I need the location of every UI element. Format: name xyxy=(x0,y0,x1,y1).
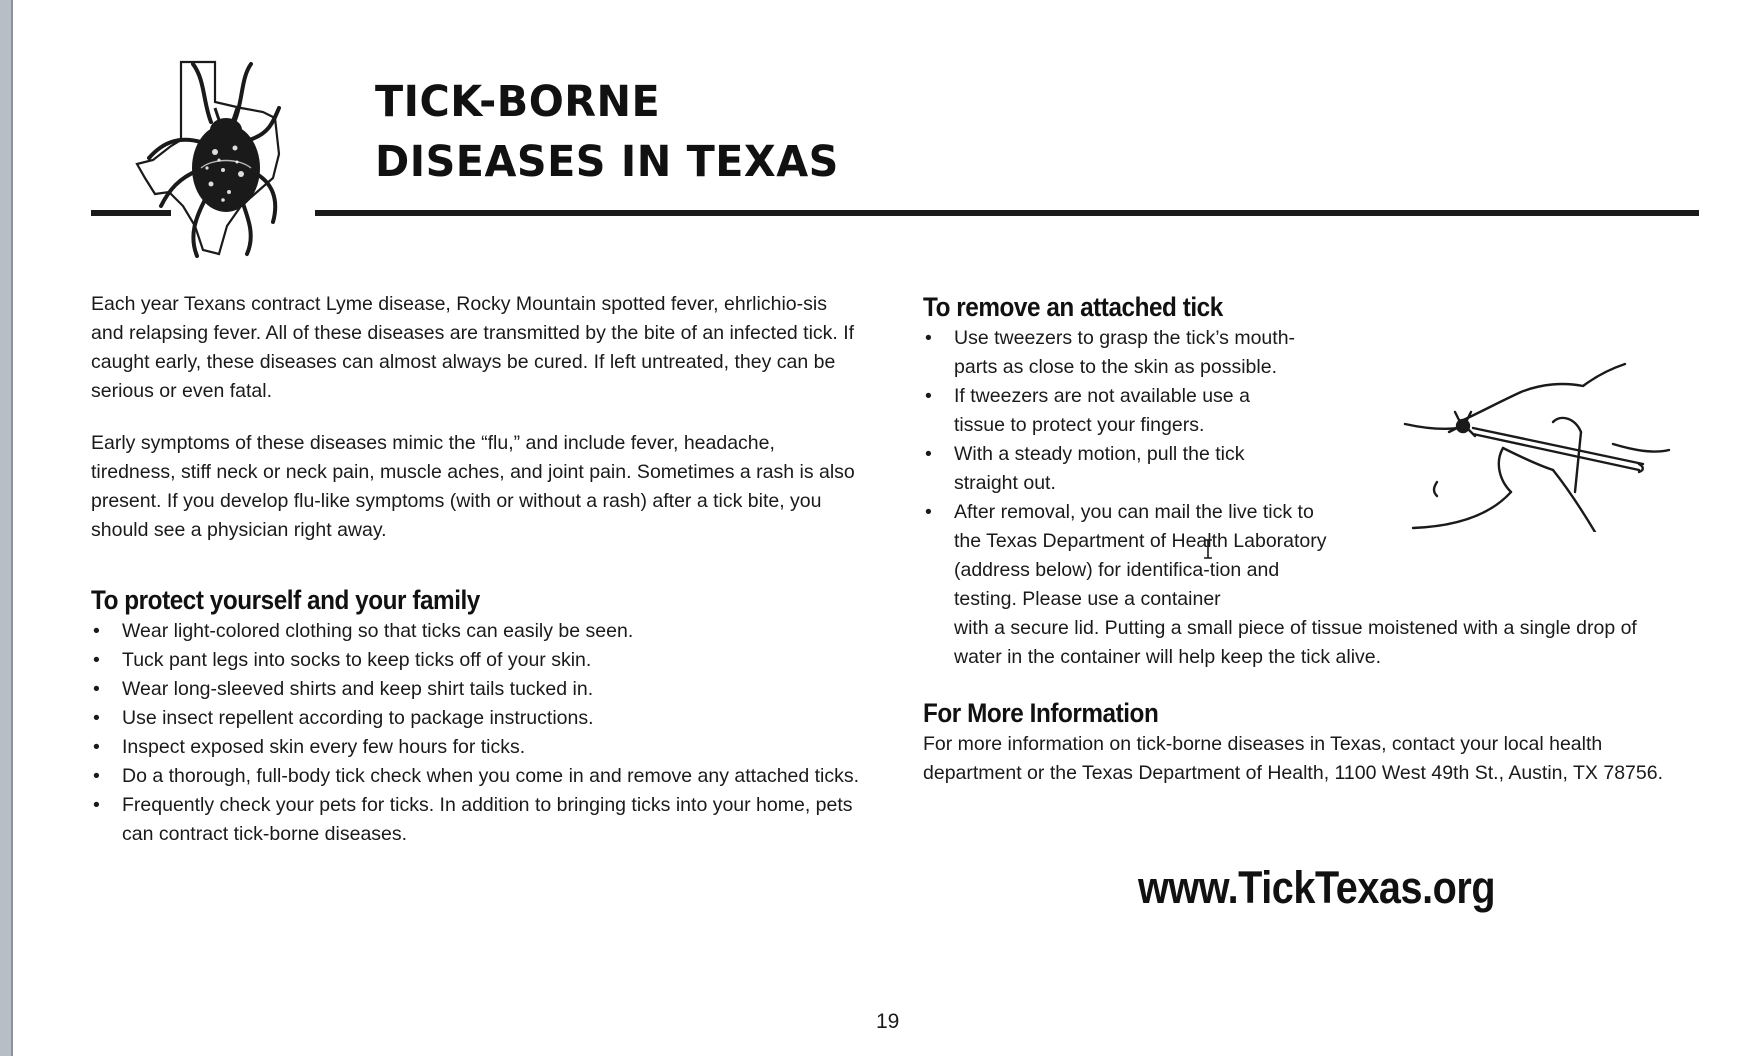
protect-heading: To protect yourself and your family xyxy=(91,585,480,615)
remove-heading: To remove an attached tick xyxy=(923,292,1223,322)
title-line-1: TICK-BORNE xyxy=(375,77,661,127)
tweezers-hand-icon xyxy=(1403,362,1673,532)
header-rule-left xyxy=(91,210,171,216)
website-link[interactable]: www.TickTexas.org xyxy=(1138,862,1496,913)
more-info-text: For more information on tick-borne diseases in Texas, contact your local health department or the Texas Department of Health, 1100 West 49th St., Austin, TX 78756. xyxy=(923,733,1663,784)
more-info-heading: For More Information xyxy=(923,698,1159,728)
page-number: 19 xyxy=(876,1010,900,1033)
intro-paragraph-1: Each year Texans contract Lyme disease, Rocky Mountain spotted fever, ehrlichio-sis and relapsing fever. All of these diseases are transmitted by the bite of an infected tick. If caught early, these diseases can almost always be cured. If left untreated, they can be serious or even fatal. xyxy=(91,293,855,402)
list-item: • With a steady motion, pull the tick straight out. xyxy=(923,440,1304,498)
list-item: • Tuck pant legs into socks to keep ticks off of your skin. xyxy=(91,646,861,675)
list-item: • If tweezers are not available use a tissue to protect your fingers. xyxy=(923,382,1304,440)
intro-paragraph-2: Early symptoms of these diseases mimic the “flu,” and include fever, headache, tiredness, stiff neck or neck pain, muscle aches, and joint pain. Sometimes a rash is also present. If you develop flu-like symptoms (with or without a rash) after a tick bite, you should see a physician right away. xyxy=(91,432,855,541)
text-cursor-icon xyxy=(1201,538,1215,560)
list-item: • Use insect repellent according to package instructions. xyxy=(91,704,861,733)
page-title xyxy=(375,72,839,192)
left-column xyxy=(91,290,861,849)
list-item: • Wear light-colored clothing so that ticks can easily be seen. xyxy=(91,617,861,646)
title-line-2: DISEASES IN TEXAS xyxy=(375,137,839,187)
list-item-text-narrow: • After removal, you can mail the live tick to the Texas Department of Health Laboratory (address below) for identifica-tion and testing. Please use a container xyxy=(954,501,1327,610)
document-page xyxy=(13,0,1754,1056)
viewer-left-edge xyxy=(0,0,13,1056)
list-item: • Use tweezers to grasp the tick’s mouth-parts as close to the skin as possible. xyxy=(923,324,1304,382)
list-item: • Frequently check your pets for ticks. In addition to bringing ticks into your home, pets can contract tick-borne diseases. xyxy=(91,791,861,849)
list-item: • Inspect exposed skin every few hours for ticks. xyxy=(91,733,861,762)
protect-list xyxy=(91,617,861,849)
list-item-text-wide: with a secure lid. Putting a small piece of tissue moistened with a single drop of water in the container will help keep the tick alive. xyxy=(954,617,1637,668)
list-item: • Do a thorough, full-body tick check when you come in and remove any attached ticks. xyxy=(91,762,861,791)
tick-texas-logo-icon xyxy=(123,50,303,265)
header-rule-right xyxy=(315,210,1699,216)
list-item: • Wear long-sleeved shirts and keep shirt tails tucked in. xyxy=(91,675,861,704)
